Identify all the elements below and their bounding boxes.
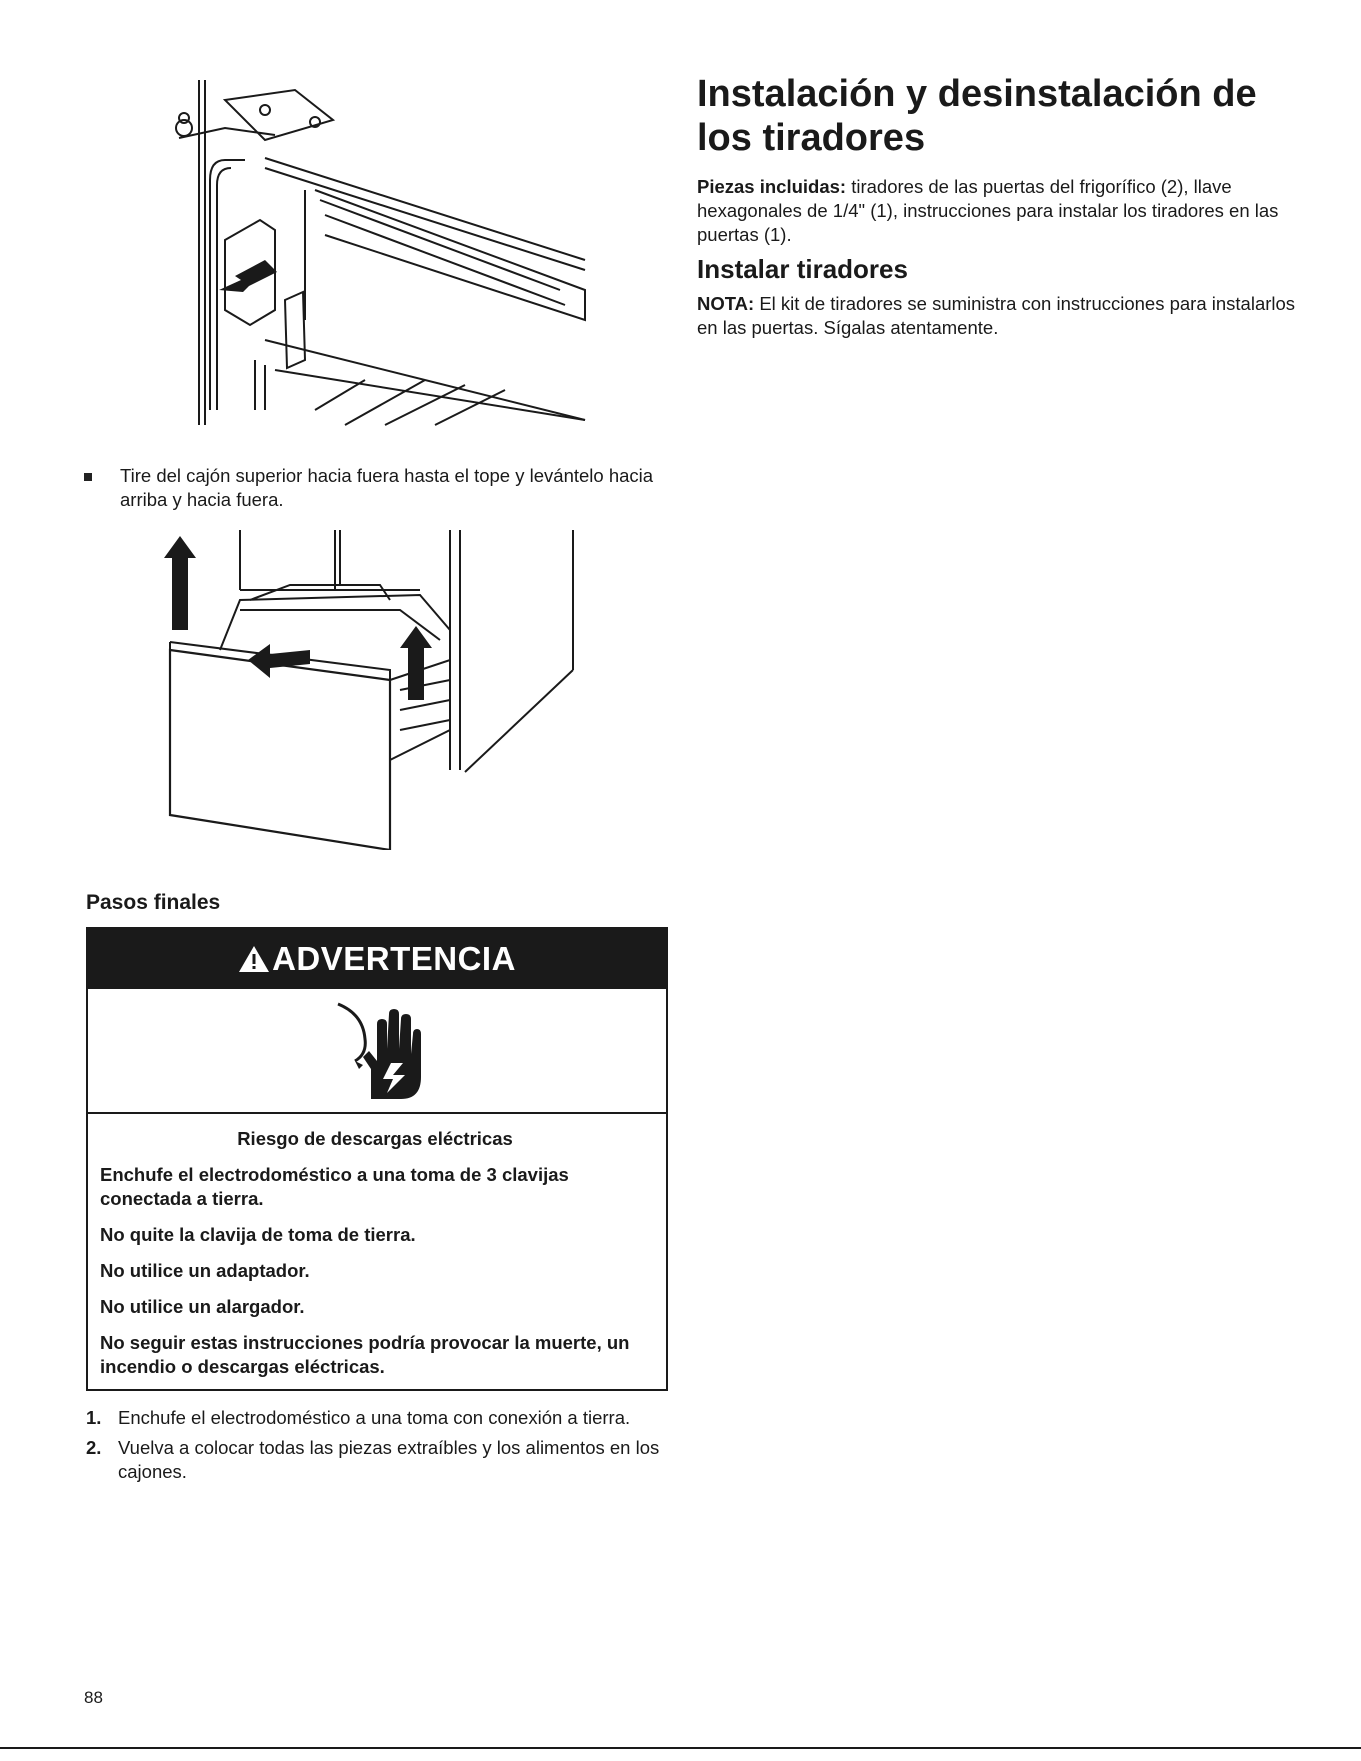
warning-triangle-icon <box>238 945 270 973</box>
warning-risk: Riesgo de descargas eléctricas <box>237 1128 513 1149</box>
page-title: Instalación y desinstalación de los tiradores <box>697 73 1257 159</box>
warning-line: No seguir estas instrucciones podría provocar la muerte, un incendio o descargas eléctricas. <box>100 1332 630 1377</box>
note-text: El kit de tiradores se suministra con instrucciones para instalarlos en las puertas. Sígalas atentamente. <box>697 293 1296 338</box>
bullet-text: Tire del cajón superior hacia fuera hasta el tope y levántelo hacia arriba y hacia fuera. <box>120 465 654 510</box>
parts-label: Piezas incluidas: <box>697 176 847 197</box>
warning-box <box>86 927 668 1391</box>
step-text: Vuelva a colocar todas las piezas extraíbles y los alimentos en los cajones. <box>118 1437 660 1482</box>
step-number: 1. <box>86 1407 102 1428</box>
final-steps-list <box>86 1406 676 1490</box>
subheading-install-handles: Instalar tiradores <box>697 254 908 284</box>
electric-shock-hand-icon <box>333 999 423 1104</box>
bullet-square-icon <box>84 473 92 481</box>
step-text: Enchufe el electrodoméstico a una toma con conexión a tierra. <box>118 1407 631 1428</box>
warning-header <box>88 929 666 989</box>
step-item <box>86 1406 676 1430</box>
warning-title: ADVERTENCIA <box>272 940 516 977</box>
step-item <box>86 1436 676 1484</box>
warning-line: Enchufe el electrodoméstico a una toma de 3 clavijas conectada a tierra. <box>100 1164 569 1209</box>
footer-divider <box>0 1747 1361 1749</box>
warning-line: No utilice un adaptador. <box>100 1260 310 1281</box>
section-heading-final-steps: Pasos finales <box>86 891 221 914</box>
arrow-icon <box>248 644 310 678</box>
warning-body <box>100 1127 650 1391</box>
note-paragraph <box>697 292 1297 340</box>
note-label: NOTA: <box>697 293 755 314</box>
arrow-icon <box>164 536 196 630</box>
warning-icon-area <box>88 989 666 1114</box>
page-number: 88 <box>84 1688 103 1707</box>
drawer-illustration <box>160 530 590 850</box>
warning-line: No utilice un alargador. <box>100 1296 305 1317</box>
hinge-illustration <box>165 80 595 430</box>
parts-included <box>697 175 1297 247</box>
step-number: 2. <box>86 1437 102 1458</box>
warning-line: No quite la clavija de toma de tierra. <box>100 1224 416 1245</box>
parts-text: tiradores de las puertas del frigorífico (2), llave hexagonales de 1/4" (1), instrucciones para instalar los tiradores en las puertas (1). <box>697 176 1279 245</box>
arrow-icon <box>219 260 277 292</box>
